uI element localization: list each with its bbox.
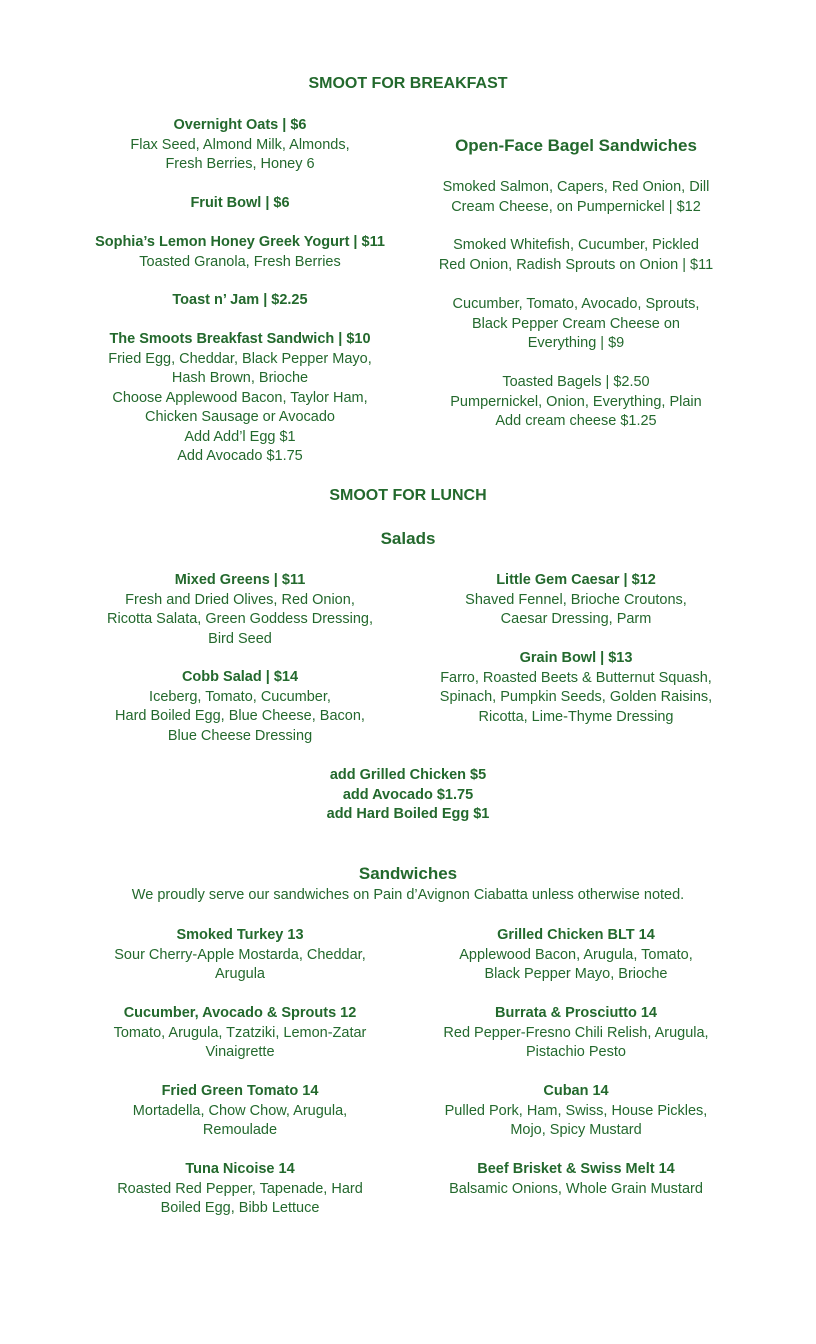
addon-line: add Grilled Chicken $5 bbox=[329, 767, 487, 783]
menu-item bbox=[426, 373, 726, 432]
item-title: Grilled Chicken BLT 14 bbox=[497, 927, 655, 943]
item-desc: Ricotta Salata, Green Goddess Dressing, bbox=[107, 611, 373, 627]
item-desc: Black Pepper Mayo, Brioche bbox=[484, 966, 668, 982]
item-desc: Fresh Berries, Honey 6 bbox=[165, 156, 315, 172]
item-desc: Caesar Dressing, Parm bbox=[500, 611, 652, 627]
item-desc: Arugula bbox=[215, 966, 265, 982]
menu-item bbox=[90, 1160, 390, 1219]
menu-item bbox=[426, 295, 726, 354]
menu-item bbox=[90, 194, 390, 214]
item-desc: Red Pepper-Fresno Chili Relish, Arugula, bbox=[443, 1024, 709, 1041]
menu-item bbox=[90, 330, 390, 467]
item-desc: Pulled Pork, Ham, Swiss, House Pickles, bbox=[444, 1102, 708, 1119]
item-desc: Add cream cheese $1.25 bbox=[495, 413, 657, 429]
item-desc: Flax Seed, Almond Milk, Almonds, bbox=[130, 136, 350, 153]
menu-item bbox=[426, 1160, 726, 1199]
bagel-heading: Open-Face Bagel Sandwiches bbox=[455, 136, 697, 155]
item-desc: Cream Cheese, on Pumpernickel | $12 bbox=[451, 198, 701, 215]
item-desc: Shaved Fennel, Brioche Croutons, bbox=[465, 591, 687, 608]
item-title: Cuban 14 bbox=[543, 1083, 609, 1099]
item-desc: Blue Cheese Dressing bbox=[167, 727, 313, 744]
item-title: Fried Green Tomato 14 bbox=[161, 1083, 319, 1099]
sandwiches-note: We proudly serve our sandwiches on Pain d’Avignon Ciabatta unless otherwise noted. bbox=[131, 887, 685, 903]
menu-item bbox=[426, 236, 726, 275]
item-title: Toast n’ Jam | $2.25 bbox=[172, 292, 308, 308]
item-desc: Hard Boiled Egg, Blue Cheese, Bacon, bbox=[115, 708, 365, 724]
item-desc: Toasted Bagels | $2.50 bbox=[502, 374, 650, 390]
item-desc: Roasted Red Pepper, Tapenade, Hard bbox=[117, 1180, 363, 1197]
item-title: Burrata & Prosciutto 14 bbox=[495, 1005, 657, 1021]
item-desc: Applewood Bacon, Arugula, Tomato, bbox=[459, 946, 693, 963]
item-title: Cobb Salad | $14 bbox=[181, 669, 299, 685]
item-title: Sophia’s Lemon Honey Greek Yogurt | $11 bbox=[95, 234, 385, 250]
item-desc: Ricotta, Lime-Thyme Dressing bbox=[478, 708, 674, 725]
item-desc: Mojo, Spicy Mustard bbox=[510, 1122, 642, 1138]
menu-item bbox=[426, 1004, 726, 1063]
item-title: Tuna Nicoise 14 bbox=[185, 1161, 295, 1177]
item-desc: Vinaigrette bbox=[205, 1044, 275, 1060]
item-desc: Cucumber, Tomato, Avocado, Sprouts, bbox=[452, 296, 700, 312]
addons bbox=[0, 766, 816, 825]
menu-item bbox=[90, 571, 390, 649]
item-title: Overnight Oats | $6 bbox=[173, 117, 307, 133]
item-desc: Spinach, Pumpkin Seeds, Golden Raisins, bbox=[439, 689, 713, 705]
item-desc: Smoked Salmon, Capers, Red Onion, Dill bbox=[442, 179, 710, 195]
item-desc: Mortadella, Chow Chow, Arugula, bbox=[132, 1102, 348, 1119]
item-desc: Tomato, Arugula, Tzatziki, Lemon-Zatar bbox=[113, 1024, 367, 1041]
item-title: Mixed Greens | $11 bbox=[174, 572, 306, 588]
menu-item bbox=[426, 571, 726, 630]
lunch-heading: SMOOT FOR LUNCH bbox=[329, 487, 487, 504]
item-desc: Toasted Granola, Fresh Berries bbox=[139, 253, 341, 270]
item-desc: Fried Egg, Cheddar, Black Pepper Mayo, bbox=[108, 350, 372, 367]
menu-item bbox=[90, 1082, 390, 1141]
item-desc: Black Pepper Cream Cheese on bbox=[472, 315, 680, 332]
item-desc: Boiled Egg, Bibb Lettuce bbox=[160, 1200, 320, 1216]
item-desc: Pumpernickel, Onion, Everything, Plain bbox=[450, 393, 702, 410]
menu-item bbox=[90, 1004, 390, 1063]
item-desc: Farro, Roasted Beets & Butternut Squash, bbox=[440, 669, 712, 686]
item-desc: Add Add’l Egg $1 bbox=[184, 428, 296, 445]
menu-item bbox=[426, 926, 726, 985]
menu-item bbox=[90, 116, 390, 175]
sandwiches-heading: Sandwiches bbox=[358, 864, 458, 883]
breakfast-heading: SMOOT FOR BREAKFAST bbox=[308, 75, 508, 92]
item-title: Smoked Turkey 13 bbox=[176, 927, 304, 943]
item-title: Little Gem Caesar | $12 bbox=[496, 572, 656, 588]
salads-heading: Salads bbox=[380, 529, 436, 548]
item-title: Beef Brisket & Swiss Melt 14 bbox=[477, 1161, 675, 1177]
item-desc: Remoulade bbox=[202, 1122, 278, 1138]
item-desc: Balsamic Onions, Whole Grain Mustard bbox=[449, 1180, 703, 1197]
item-title: Cucumber, Avocado & Sprouts 12 bbox=[123, 1005, 357, 1021]
menu-item bbox=[90, 291, 390, 311]
menu-item bbox=[426, 1082, 726, 1141]
item-title: The Smoots Breakfast Sandwich | $10 bbox=[109, 331, 371, 347]
menu-item bbox=[90, 668, 390, 746]
item-desc: Add Avocado $1.75 bbox=[177, 448, 303, 464]
item-desc: Fresh and Dried Olives, Red Onion, bbox=[125, 591, 355, 608]
item-title: Grain Bowl | $13 bbox=[519, 650, 633, 666]
addon-line: add Hard Boiled Egg $1 bbox=[326, 806, 490, 822]
item-desc: Everything | $9 bbox=[527, 335, 625, 351]
addon-line: add Avocado $1.75 bbox=[342, 786, 474, 803]
item-desc: Bird Seed bbox=[208, 630, 272, 647]
menu-item bbox=[426, 178, 726, 217]
item-desc: Pistachio Pesto bbox=[526, 1044, 626, 1060]
item-desc: Red Onion, Radish Sprouts on Onion | $11 bbox=[438, 256, 714, 273]
item-desc: Iceberg, Tomato, Cucumber, bbox=[149, 688, 331, 705]
item-title: Fruit Bowl | $6 bbox=[190, 195, 290, 211]
item-desc: Sour Cherry-Apple Mostarda, Cheddar, bbox=[114, 946, 366, 963]
item-desc: Smoked Whitefish, Cucumber, Pickled bbox=[453, 237, 699, 253]
menu-item bbox=[70, 233, 410, 272]
menu-item bbox=[426, 649, 726, 727]
item-desc: Choose Applewood Bacon, Taylor Ham, bbox=[112, 389, 368, 406]
item-desc: Chicken Sausage or Avocado bbox=[145, 409, 335, 425]
menu-item bbox=[90, 926, 390, 985]
item-desc: Hash Brown, Brioche bbox=[171, 370, 309, 386]
